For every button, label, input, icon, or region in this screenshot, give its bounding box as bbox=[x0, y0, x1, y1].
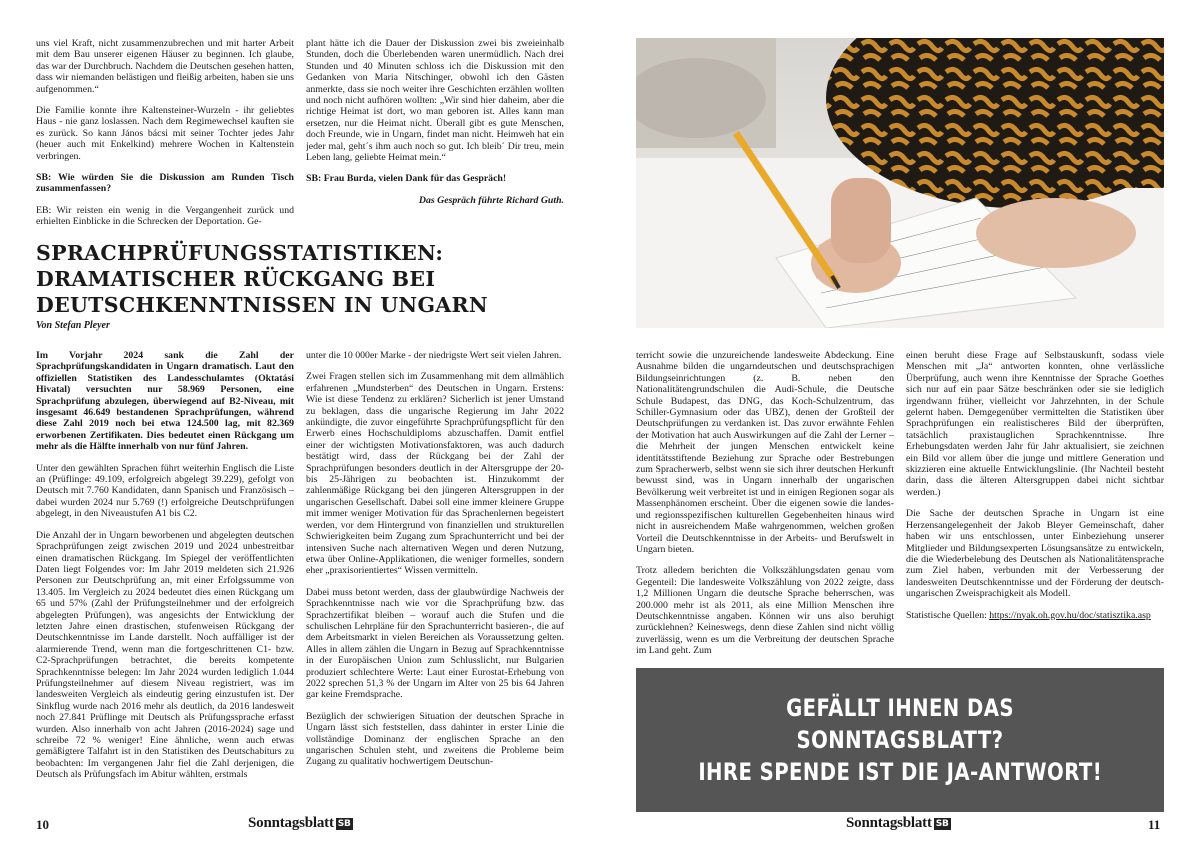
paragraph: Unter den gewählten Sprachen führt weiterhin Englisch die Liste an (Prüflinge: 49.109, erfolgreich abgelegt 39.229), gefolgt von Deutsch mit 7.760 Kandidaten, dann Spanisch und Französisch – dabei wurden 2024 nur 5.769 (!) erfolgreiche Deutschprüfungen abgelegt, in den Niveaustufen A1 bis C2. bbox=[36, 462, 294, 520]
sources-link[interactable]: https://nyak.oh.gov.hu/doc/statisztika.asp bbox=[989, 609, 1151, 621]
right-col1 bbox=[636, 350, 894, 660]
article-title: SPRACHPRÜFUNGSSTATISTIKEN: DRAMATISCHER RÜCKGANG BEI DEUTSCHKENNTNISSEN IN UNGARN bbox=[36, 241, 488, 317]
paragraph: Die Sache der deutschen Sprache in Ungarn ist eine Herzensangelegenheit der Jakob Bleyer Gemeinschaft, daher haben wir uns entschlossen, unter Einbeziehung unserer Mitglieder und Bildungsexperten Lösungsansätze zu entwickeln, die die Wiederbelebung des Deutschen als Nationalitätensprache zum Ziel haben, verbunden mit der Verbesserung der landesweiten Deutschkenntnisse und der Förderung der deutsch-ungarischen Zweisprachigkeit als Modell. bbox=[906, 508, 1164, 600]
page-number-right: 11 bbox=[1148, 817, 1161, 832]
sb-logo-icon: SB bbox=[337, 818, 351, 829]
sources bbox=[906, 610, 1164, 621]
donation-banner bbox=[636, 668, 1164, 812]
paragraph: Die Anzahl der in Ungarn beworbenen und abgelegten deutschen Sprachprüfungen zeigt zwischen 2019 und 2024 unbestreitbar einen dramatischen Rückgang. Im Spiegel der veröffentlichten Daten liegt Folgendes vor: Im Jahr 2019 meldeten sich 21.926 Personen zur Deutschprüfung an, mit einer Erfolgssumme von 13.405. Im Vergleich zu 2024 bedeutet dies einen Rückgang um 65 und 57% (Zahl der Prüfungsteilnehmer und der erfolgreich abgelegten Prüfungen), was angesichts der Entwicklung der letzten Jahre einen drastischen, stufenweisen Rückgang der Deutschkenntnisse im Lande darstellt. Noch auffälliger ist der alarmierende Trend, wenn man die fortgeschrittenen C1- bzw. C2-Sprachprüfungen betrachtet, die bereits kompetente Sprachkenntnisse belegen: Im Jahr 2024 wurden lediglich 1.044 Prüfungsteilnehmer auf diesem Niveau registriert, was im landesweiten Vergleich als eindeutig gering einzustufen ist. Der Sinkflug wurde nach 2016 mehr als deutlich, da 2016 landesweit noch 27.841 Prüflinge mit Deutsch als Prüfungssprache erfasst wurden. Also innerhalb von acht Jahren (2016-2024) sage und schreibe 72 % weniger! Eine ähnliche, wenn auch etwas gemäßigtere Talfahrt ist in den Statistiken des Deutschabiturs zu beobachten: Im vergangenen Jahr fiel die Zahl derjenigen, die Deutsch als Prüfungsfach im Abitur wählten, erstmals bbox=[36, 529, 294, 781]
left-col2-top bbox=[306, 38, 564, 228]
left-col1-top bbox=[36, 38, 294, 228]
sb-logo-icon: SB bbox=[935, 818, 949, 829]
right-col2 bbox=[906, 350, 1164, 660]
donation-line-2: IHRE SPENDE IST DIE JA-ANTWORT! bbox=[698, 758, 1102, 786]
byline: Von Stefan Pleyer bbox=[36, 320, 110, 331]
paragraph: Trotz alledem berichten die Volkszählungsdaten genau vom Gegenteil: Die landesweite Volkszählung von 2022 zeigte, dass 1,2 Millionen Ungarn die deutsche Sprache beherrschen, was 200.000 mehr ist als 2011, als eine Million Menschen ihre Deutschkenntnisse angaben. Können wir uns also beruhigt zurücklehnen? Keineswegs, denn diese Zahlen sind nicht völlig zuverlässig, wenn es um die Verbreitung der deutschen Sprache im Land geht. Zum bbox=[636, 565, 894, 657]
left-col2-article bbox=[306, 350, 564, 808]
paragraph: Zwei Fragen stellen sich im Zusammenhang mit dem allmählich erfahrenen „Mundsterben“ des Deutschen in Ungarn. Erstens: Wie ist diese Tendenz zu erklären? Sicherlich ist jener Umstand zu beklagen, dass die ungarische Regierung im Jahr 2022 ankündigte, die zuvor eingeführte Sprachprüfungspflicht für den Erwerb eines Hochschuldiploms abzuschaffen. Damit entfiel einer der wichtigsten Motivationsfaktoren, was auch dadurch bestätigt wird, dass der Rückgang bei der Zahl der Sprachprüfungen besonders deutlich in der Altersgruppe der 20- bis 25-Jährigen zu beobachten ist. Hinzukommt der zahlenmäßige Rückgang bei den jüngeren Altersgruppen in der ungarischen Gesellschaft. Dabei soll eine immer kleinere Gruppe mit immer weniger Motivation für das Sprachenlernen begeistert werden, vor dem Hintergrund von finanziellen und strukturellen Schwierigkeiten beim Zugang zum Sprachunterricht und bei der intensiven Suche nach alternativen Wegen und deren Nutzung, etwa über Online-Applikationen, die weniger formelles, sondern eher „praxisorientiertes“ Wissen vermitteln. bbox=[306, 371, 564, 577]
paragraph: unter die 10 000er Marke - der niedrigste Wert seit vielen Jahren. bbox=[306, 350, 562, 361]
masthead-title: Sonntagsblatt bbox=[248, 815, 334, 831]
article-lead: Im Vorjahr 2024 sank die Zahl der Sprachprüfungskandidaten in Ungarn dramatisch. Laut den offiziellen Statistiken des Landesschulamtes (Oktatási Hivatal) versuchten nur 58.969 Personen, eine Sprachprüfung abzulegen, überwiegend auf B2-Niveau, mit insgesamt 46.649 bestandenen Sprachprüfungen, während diese Zahl 2019 noch bei etwa 124.500 lag, mit 82.369 erworbenen Zertifikaten. Dies bedeutet einen Rückgang um mehr als die Hälfte innerhalb von nur fünf Jahren. bbox=[36, 350, 294, 453]
donation-line-1: GEFÄLLT IHNEN DAS SONNTAGSBLATT? bbox=[786, 694, 1014, 754]
page-number-left: 10 bbox=[36, 817, 49, 832]
left-col1-article bbox=[36, 350, 294, 808]
photo-illustration bbox=[636, 38, 1164, 328]
paragraph: einen beruht diese Frage auf Selbstauskunft, sodass viele Menschen mit „Ja“ antworten konnten, ohne verlässliche Überprüfung, auch wenn ihre Kenntnisse der Sprache Goethes sich nur auf ein paar Sätze beschränken oder sie sie lediglich irgendwann früher, vielleicht vor Jahrzehnten, in der Schule gelernt haben. Demgegenüber vermittelten die Statistiken über Sprachprüfungen ein realistischeres Bild der überprüften, tatsächlich praxistauglichen Sprachkenntnisse. Ihre Erhebungsdaten werden Jahr für Jahr aktualisiert, sie zeichnen ein Bild vor allem über die junge und mittlere Generation und skizzieren eine aktuelle Entwicklungslinie. (Ihr Nachteil besteht darin, dass die älteren Altersgruppen dabei nicht sichtbar werden.) bbox=[906, 350, 1164, 498]
paragraph: Die Familie konnte ihre Kaltensteiner-Wurzeln - ihr geliebtes Haus - nie ganz loslassen. Nach dem Regimewechsel kauften sie es zurück. So kann János bácsi mit seiner Tochter jedes Jahr (heuer auch mit Enkelkind) mehrere Wochen in Kaltenstein verbringen. bbox=[36, 105, 294, 162]
masthead-right bbox=[846, 815, 951, 832]
masthead-title: Sonntagsblatt bbox=[846, 815, 932, 831]
exam-photo bbox=[636, 38, 1164, 328]
paragraph: uns viel Kraft, nicht zusammenzubrechen und mit harter Arbeit mit dem Bau unserer eigenen Häuser zu beginnen. Ich glaube, das war der Durchbruch. Nachdem die Deutschen gesehen hatten, dass wir niemanden belästigen und fleißig arbeiten, haben sie uns aufgenommen.“ bbox=[36, 38, 294, 95]
paragraph: plant hätte ich die Dauer der Diskussion zwei bis zweieinhalb Stunden, doch die Überlebenden waren unermüdlich. Nach drei Stunden und 40 Minuten schloss ich die Diskussion mit den Gedanken von Maria Nitschinger, obwohl ich den Gästen anmerkte, dass sie noch weiter ihre Geschichten erzählen wollten und noch nicht aufhören wollten: „Wir sind hier daheim, aber die richtige Heimat ist dort, wo man geboren ist. Alles kann man ersetzen, nur die Heimat nicht. Überall gibt es gute Menschen, doch Freunde, wie in Ungarn, findet man nicht. Heimweh hat ein jeder mal, geht´s ihm auch noch so gut. Ich bleib´ Dir treu, mein Leben lang, geliebte Heimat mein.“ bbox=[306, 38, 564, 164]
interview-answer: EB: Wir reisten ein wenig in die Vergangenheit zurück und erhielten Einblicke in die Schrecken der Deportation. Ge- bbox=[36, 204, 294, 228]
interview-question: SB: Wie würden Sie die Diskussion am Runden Tisch zusammenfassen? bbox=[36, 172, 294, 195]
interview-thanks: SB: Frau Burda, vielen Dank für das Gespräch! bbox=[306, 173, 507, 185]
interview-credit: Das Gespräch führte Richard Guth. bbox=[418, 194, 564, 206]
paragraph: Dabei muss betont werden, dass der glaubwürdige Nachweis der Sprachkenntnisse nach wie vor die Sprachprüfung bzw. das Sprachzertifikat bleiben – worauf auch die Stufen und die schulischen Lehrpläne für den Sprachunterricht basieren-, die auf dem Arbeitsmarkt in vielen Bereichen als Voraussetzung gelten. Alles in allem zählen die Ungarn in Bezug auf Sprachkenntnisse in der Europäischen Union zum Schlusslicht, nur Bulgarien produziert schlechtere Werte: Laut einer Eurostat-Erhebung von 2022 sprechen 51,3 % der Ungarn im Alter von 25 bis 64 Jahren gar keine Fremdsprache. bbox=[306, 586, 564, 701]
paragraph: terricht sowie die unzureichende landesweite Abdeckung. Eine Ausnahme bilden die ungarndeutschen und deutschsprachigen Bildungseinrichtungen (z. B. neben den Nationalitätengrundschulen die Audi-Schule, die Deutsche Schule Budapest, das DNG, das Koch-Schulzentrum, das Schiller-Gymnasium oder das UBZ), denen der Großteil der Deutschprüfungen zu verdanken ist. Das zuvor erwähnte Fehlen der Motivation hat auch Auswirkungen auf die Zahl der Lerner – die Mehrheit der jungen Menschen entwickelt keine identitätsstiftende Beziehung zur Sprache oder Bestrebungen zum Spracherwerb, selbst wenn sie sich ihrer deutschen Herkunft bewusst sind, was in Ungarn innerhalb der ungarischen Bevölkerung weit verbreitet ist und in einigen Regionen sogar als Massenphänomen erscheint. Über die eigenen sowie die landes- und regionsspezifischen kulturellen Gegebenheiten hinaus wird nicht in ausreichendem Maße wahrgenommen, welchen großen Vorteil die Deutschkenntnisse in der Arbeits- und Berufswelt in Ungarn bieten. bbox=[636, 350, 894, 555]
sources-label: Statistische Quellen: bbox=[906, 609, 990, 621]
paragraph: Bezüglich der schwierigen Situation der deutschen Sprache in Ungarn lässt sich feststellen, dass dahinter in erster Linie die vollständige Dominanz der englischen Sprache an den ungarischen Schulen steht, und zweitens die Probleme beim Zugang zu qualitativ hochwertigem Deutschun- bbox=[306, 710, 564, 768]
masthead-left bbox=[248, 815, 353, 832]
